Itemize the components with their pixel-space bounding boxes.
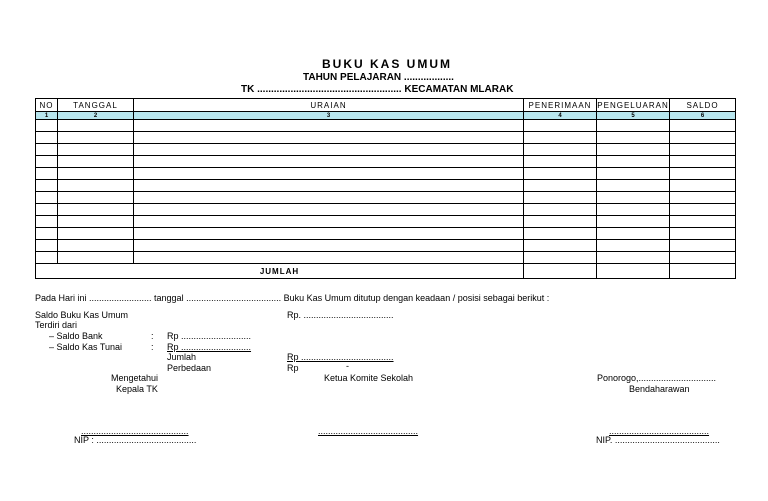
table-cell[interactable]: [597, 216, 670, 228]
table-cell[interactable]: [524, 168, 597, 180]
table-cell[interactable]: [524, 240, 597, 252]
sign-right-line2: Bendaharawan: [629, 384, 690, 394]
table-cell[interactable]: [36, 252, 58, 264]
table-cell[interactable]: [524, 192, 597, 204]
sign-right-name: ........................................: [609, 426, 710, 436]
table-cell[interactable]: [36, 144, 58, 156]
table-cell[interactable]: [134, 168, 524, 180]
document-title: BUKU KAS UMUM: [322, 57, 452, 71]
table-cell[interactable]: [36, 180, 58, 192]
saldo-label: Saldo Buku Kas Umum: [35, 310, 129, 320]
table-cell[interactable]: [36, 204, 58, 216]
table-cell[interactable]: [58, 252, 134, 264]
column-number: 3: [134, 112, 524, 120]
column-number: 2: [58, 112, 134, 120]
total-cell[interactable]: [597, 264, 670, 279]
sign-right-line1: Ponorogo,...............................: [597, 373, 717, 383]
saldo-tunai-value: Rp ............................: [167, 342, 252, 352]
table-cell[interactable]: [670, 180, 736, 192]
table-row: [36, 216, 736, 228]
colon: :: [151, 342, 154, 352]
table-cell[interactable]: [524, 180, 597, 192]
table-cell[interactable]: [36, 192, 58, 204]
sign-left-line2: Kepala TK: [116, 384, 158, 394]
table-cell[interactable]: [524, 204, 597, 216]
table-cell[interactable]: [134, 132, 524, 144]
saldo-bank-label: – Saldo Bank: [49, 331, 103, 341]
table-row: [36, 180, 736, 192]
table-cell[interactable]: [58, 144, 134, 156]
sign-middle-line1: Ketua Komite Sekolah: [324, 373, 414, 383]
table-cell[interactable]: [36, 228, 58, 240]
table-cell[interactable]: [524, 144, 597, 156]
column-number: 1: [36, 112, 58, 120]
table-cell[interactable]: [134, 156, 524, 168]
table-cell[interactable]: [597, 120, 670, 132]
table-cell[interactable]: [597, 204, 670, 216]
column-number: 5: [597, 112, 670, 120]
total-cell[interactable]: [670, 264, 736, 279]
column-header: URAIAN: [134, 99, 524, 112]
column-number: 6: [670, 112, 736, 120]
table-cell[interactable]: [58, 216, 134, 228]
table-cell[interactable]: [134, 144, 524, 156]
table-cell[interactable]: [58, 228, 134, 240]
column-number-row: [36, 112, 736, 120]
saldo-value: Rp. ....................................: [287, 310, 394, 320]
table-cell[interactable]: [597, 132, 670, 144]
table-cell[interactable]: [670, 252, 736, 264]
table-cell[interactable]: [597, 252, 670, 264]
saldo-bank-value: Rp ............................: [167, 331, 252, 341]
table-cell[interactable]: [58, 192, 134, 204]
table-cell[interactable]: [670, 204, 736, 216]
terdiri-dari-label: Terdiri dari: [35, 320, 78, 330]
closing-statement: Pada Hari ini ......................... tanggal ...................................... Buku Kas Umum ditutup dengan keadaan / posisi sebagai berikut :: [35, 293, 550, 303]
sign-left-name: ...........................................: [81, 426, 189, 436]
column-header: PENERIMAAN: [524, 99, 597, 112]
sign-left-nip: NIP : ........................................: [74, 435, 197, 445]
table-cell[interactable]: [134, 252, 524, 264]
table-row: [36, 252, 736, 264]
table-cell[interactable]: [134, 216, 524, 228]
table-cell[interactable]: [58, 132, 134, 144]
perbedaan-dash: -: [346, 361, 349, 371]
table-cell[interactable]: [670, 120, 736, 132]
saldo-tunai-label: – Saldo Kas Tunai: [49, 342, 123, 352]
table-cell[interactable]: [134, 120, 524, 132]
table-cell[interactable]: [524, 228, 597, 240]
table-cell[interactable]: [670, 132, 736, 144]
table-row: [36, 192, 736, 204]
table-row: [36, 228, 736, 240]
school-line: TK .................................................... KECAMATAN MLARAK: [241, 84, 514, 95]
table-cell[interactable]: [670, 144, 736, 156]
jumlah-label: Jumlah: [167, 352, 197, 362]
table-row: [36, 204, 736, 216]
table-cell[interactable]: [670, 156, 736, 168]
table-cell[interactable]: [134, 204, 524, 216]
column-header: NO: [36, 99, 58, 112]
table-cell[interactable]: [36, 132, 58, 144]
colon: :: [151, 331, 154, 341]
table-cell[interactable]: [134, 180, 524, 192]
table-cell[interactable]: [524, 132, 597, 144]
table-cell[interactable]: [58, 240, 134, 252]
sign-left-line1: Mengetahui: [111, 373, 159, 383]
table-cell[interactable]: [36, 156, 58, 168]
table-row: [36, 168, 736, 180]
table-cell[interactable]: [670, 228, 736, 240]
academic-year-line: TAHUN PELAJARAN ..................: [303, 72, 454, 83]
table-cell[interactable]: [134, 228, 524, 240]
total-label: JUMLAH: [36, 264, 524, 279]
table-cell[interactable]: [58, 180, 134, 192]
column-header: SALDO: [670, 99, 736, 112]
table-cell[interactable]: [597, 192, 670, 204]
table-row: [36, 144, 736, 156]
table-cell[interactable]: [597, 156, 670, 168]
sign-middle-name: ........................................: [318, 426, 419, 436]
total-row: [36, 264, 736, 279]
table-cell[interactable]: [36, 216, 58, 228]
table-cell[interactable]: [597, 144, 670, 156]
table-cell[interactable]: [597, 180, 670, 192]
table-cell[interactable]: [58, 156, 134, 168]
table-body: [36, 120, 736, 264]
cash-ledger-table: [35, 98, 736, 279]
table-cell[interactable]: [134, 192, 524, 204]
table-cell[interactable]: [670, 192, 736, 204]
table-cell[interactable]: [670, 240, 736, 252]
column-header: PENGELUARAN: [597, 100, 669, 110]
table-row: [36, 156, 736, 168]
table-cell[interactable]: [36, 240, 58, 252]
table-row: [36, 120, 736, 132]
column-header: TANGGAL: [58, 99, 134, 112]
table-cell[interactable]: [670, 216, 736, 228]
jumlah-value: Rp .....................................: [287, 352, 394, 362]
table-header-row: [36, 99, 736, 112]
sign-right-nip: NIP. ..........................................: [596, 435, 720, 445]
table-cell[interactable]: [524, 156, 597, 168]
table-cell[interactable]: [597, 228, 670, 240]
table-cell[interactable]: [597, 240, 670, 252]
table-cell[interactable]: [524, 252, 597, 264]
table-row: [36, 240, 736, 252]
table-cell[interactable]: [670, 168, 736, 180]
table-cell[interactable]: [524, 216, 597, 228]
total-cell[interactable]: [524, 264, 597, 279]
table-cell[interactable]: [524, 120, 597, 132]
perbedaan-label: Perbedaan: [167, 363, 212, 373]
table-cell[interactable]: [36, 120, 58, 132]
table-row: [36, 132, 736, 144]
table-cell[interactable]: [134, 240, 524, 252]
column-number: 4: [524, 112, 597, 120]
table-cell[interactable]: [36, 168, 58, 180]
table-cell[interactable]: [58, 168, 134, 180]
table-cell[interactable]: [58, 204, 134, 216]
table-cell[interactable]: [597, 168, 670, 180]
table-cell[interactable]: [58, 120, 134, 132]
perbedaan-value: Rp: [287, 363, 299, 373]
